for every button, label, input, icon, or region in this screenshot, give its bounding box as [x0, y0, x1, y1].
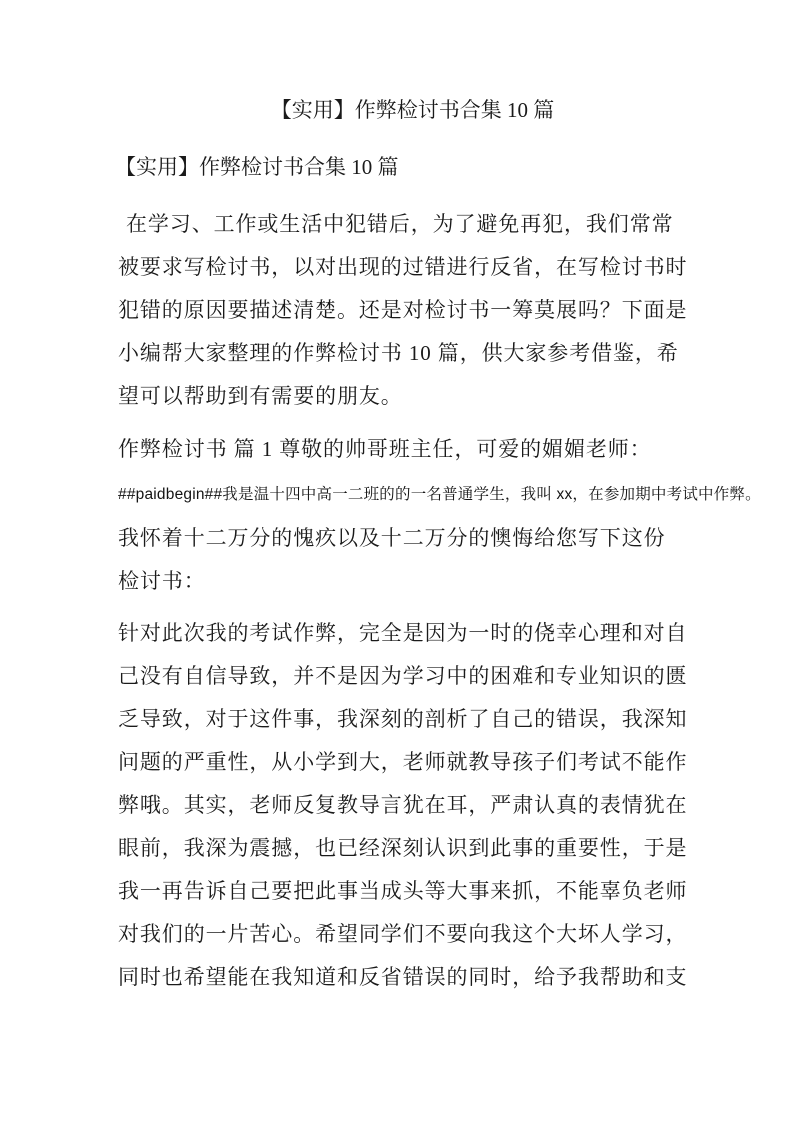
paragraph-line: 被要求写检讨书，以对出现的过错进行反省，在写检讨书时 — [118, 255, 688, 279]
paragraph-line: 小编帮大家整理的作弊检讨书 10 篇，供大家参考借鉴，希 — [118, 341, 679, 365]
section-1-paragraph-2 — [118, 612, 693, 999]
paragraph-line: 弊哦。其实，老师反复教导言犹在耳，严肃认真的表情犹在 — [118, 793, 688, 817]
paragraph-line: 犯错的原因要描述清楚。还是对检讨书一筹莫展吗？下面是 — [118, 298, 688, 322]
paragraph-line: 我怀着十二万分的愧疚以及十二万分的懊悔给您写下这份 — [118, 526, 666, 550]
paragraph-line: 同时也希望能在我知道和反省错误的同时，给予我帮助和支 — [118, 965, 688, 989]
paragraph-line: 针对此次我的考试作弊，完全是因为一时的侥幸心理和对自 — [118, 621, 688, 645]
paragraph-line: 望可以帮助到有需要的朋友。 — [118, 384, 403, 408]
document-heading: 【实用】作弊检讨书合集 10 篇 — [115, 155, 399, 179]
paragraph-line: 乏导致，对于这件事，我深刻的剖析了自己的错误，我深知 — [118, 707, 688, 731]
section-1-paragraph-1 — [118, 517, 693, 603]
document-content — [115, 0, 761, 999]
paid-marker-line: ##paidbegin##我是温十四中高一二班的的一名普通学生，我叫 xx，在参加期中考试中作弊。 — [118, 486, 761, 503]
paragraph-line: 对我们的一片苦心。希望同学们不要向我这个大坏人学习， — [118, 922, 688, 946]
paragraph-line: 在学习、工作或生活中犯错后，为了避免再犯，我们常常 — [126, 212, 674, 236]
paragraph-line: 我一再告诉自己要把此事当成头等大事来抓，不能辜负老师 — [118, 879, 688, 903]
intro-paragraph — [118, 203, 693, 418]
section-1-heading: 作弊检讨书 篇 1 尊敬的帅哥班主任，可爱的媚媚老师： — [118, 437, 652, 461]
paragraph-line: 检讨书： — [118, 569, 206, 593]
paragraph-line: 问题的严重性，从小学到大，老师就教导孩子们考试不能作 — [118, 750, 688, 774]
document-title: 【实用】作弊检讨书合集 10 篇 — [270, 98, 555, 122]
paragraph-line: 眼前，我深为震撼，也已经深刻认识到此事的重要性，于是 — [118, 836, 688, 860]
paragraph-line: 己没有自信导致，并不是因为学习中的困难和专业知识的匮 — [118, 664, 688, 688]
